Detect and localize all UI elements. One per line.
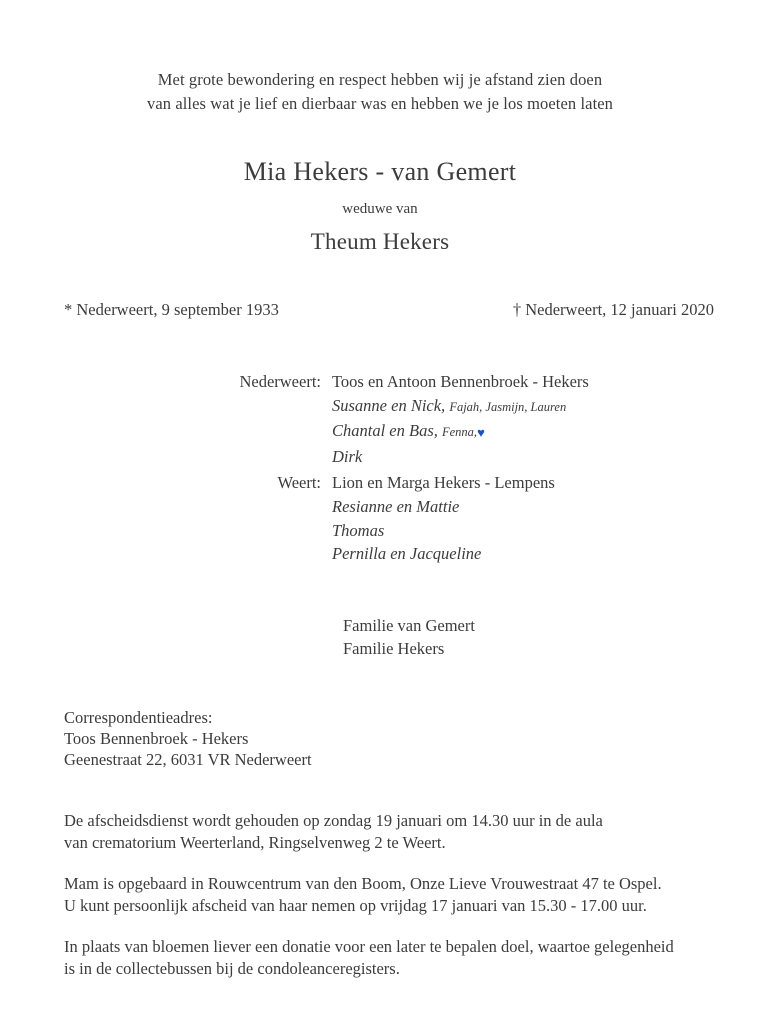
grandchildren-names: Fajah, Jasmijn, Lauren xyxy=(449,399,567,414)
heart-icon: ♥ xyxy=(477,425,485,441)
family-member-line xyxy=(332,471,760,495)
service-line: De afscheidsdienst wordt gehouden op zondag 19 januari om 14.30 uur in de aula xyxy=(64,811,603,831)
correspondence-heading: Correspondentieadres: xyxy=(64,707,213,727)
grandchildren-names: Fenna, xyxy=(442,425,478,440)
family-name-list xyxy=(332,471,760,565)
family-member-line xyxy=(332,519,760,543)
family-member-name: Thomas xyxy=(332,520,385,540)
family-group-nederweert xyxy=(0,370,760,468)
family-member-name: Lion en Marga Hekers - Lempens xyxy=(332,473,555,493)
name-block xyxy=(0,156,760,257)
family-member-name: Toos en Antoon Bennenbroek - Hekers xyxy=(332,372,589,391)
verse-line-1: Met grote bewondering en respect hebben wij je afstand zien doen xyxy=(157,70,603,89)
family-member-line xyxy=(332,370,760,394)
correspondence-address xyxy=(0,708,760,770)
service-line: van crematorium Weerterland, Ringselvenweg 2 te Weert. xyxy=(64,832,446,852)
spouse-name: Theum Hekers xyxy=(310,229,450,254)
viewing-line: U kunt persoonlijk afscheid van haar nemen op vrijdag 17 januari van 15.30 - 17.00 uur. xyxy=(64,895,647,915)
memorial-card-page xyxy=(0,68,760,1035)
opening-verse xyxy=(0,68,760,116)
family-member-line xyxy=(332,445,760,469)
correspondence-street: Geenestraat 22, 6031 VR Nederweert xyxy=(64,749,312,769)
deceased-name: Mia Hekers - van Gemert xyxy=(243,157,517,186)
family-member-name: Resianne en Mattie xyxy=(332,496,460,516)
family-group-weert xyxy=(0,471,760,565)
extended-family-line: Familie van Gemert xyxy=(343,615,475,635)
family-member-name: Dirk xyxy=(332,446,363,466)
family-listing xyxy=(0,370,760,661)
extended-families xyxy=(0,614,760,661)
donation-line: is in de collectebussen bij de condoleanceregisters. xyxy=(64,958,400,978)
viewing-line: Mam is opgebaard in Rouwcentrum van den Boom, Onze Lieve Vrouwestraat 47 te Ospel. xyxy=(64,874,662,894)
death-date: † Nederweert, 12 januari 2020 xyxy=(512,300,714,319)
correspondence-name: Toos Bennenbroek - Hekers xyxy=(64,728,249,748)
family-place-label: Weert: xyxy=(277,473,321,493)
family-name-list xyxy=(332,370,760,468)
service-information xyxy=(0,810,760,979)
service-paragraph xyxy=(64,810,760,853)
donation-paragraph xyxy=(64,936,760,979)
life-dates xyxy=(0,299,760,321)
viewing-paragraph xyxy=(64,873,760,916)
family-member-line xyxy=(332,394,760,420)
birth-date: * Nederweert, 9 september 1933 xyxy=(64,300,279,319)
verse-line-2: van alles wat je lief en dierbaar was en hebben we je los moeten laten xyxy=(146,94,614,113)
family-member-line xyxy=(332,495,760,519)
family-member-name: Pernilla en Jacqueline xyxy=(332,544,482,564)
family-member-line xyxy=(332,542,760,566)
family-member-name: Susanne en Nick, xyxy=(332,395,446,415)
extended-family-line: Familie Hekers xyxy=(343,639,445,659)
relation-label: weduwe van xyxy=(342,201,418,217)
donation-line: In plaats van bloemen liever een donatie voor een later te bepalen doel, waartoe gelegenheid xyxy=(64,937,674,957)
family-member-line xyxy=(332,419,760,445)
family-member-name: Chantal en Bas, xyxy=(332,421,438,441)
family-place-label: Nederweert: xyxy=(239,372,321,391)
